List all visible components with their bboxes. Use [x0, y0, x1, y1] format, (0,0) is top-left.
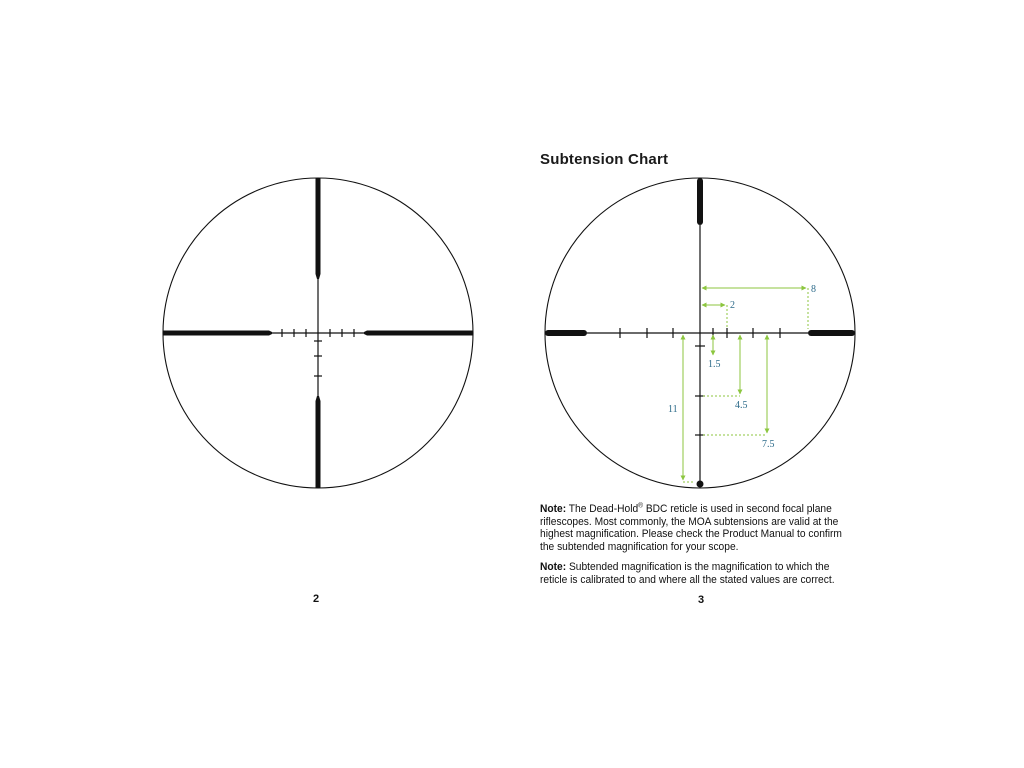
- page-number: 3: [698, 594, 705, 606]
- left-post-taper: [269, 331, 272, 336]
- top-thick-post: [697, 178, 703, 225]
- note-label: Note:: [540, 561, 567, 573]
- right-thick-post: [808, 330, 855, 336]
- right-thick-post: [367, 331, 473, 336]
- top-thick-post: [316, 178, 321, 274]
- page-number: 2: [313, 593, 320, 605]
- reticle-diagram: [158, 173, 478, 493]
- note-second-focal-plane: [540, 503, 847, 553]
- note-text: The Dead-Hold: [566, 503, 639, 515]
- note-subtended-magnification: [540, 561, 847, 586]
- note-label: Note:: [540, 503, 567, 515]
- registered-mark: ®: [638, 502, 643, 510]
- right-page: [512, 0, 1024, 768]
- note-text: Subtended magnification is the magnification to which the reticle is calibrated to and where all the stated values are correct.: [540, 561, 835, 586]
- bottom-post-taper: [316, 396, 321, 401]
- subtension-label-7-5: 7.5: [762, 439, 775, 450]
- subtension-label-11: 11: [668, 404, 678, 415]
- page-title: Subtension Chart: [540, 151, 669, 168]
- subtension-label-4-5: 4.5: [735, 400, 748, 411]
- bottom-thick-post: [316, 401, 321, 488]
- left-thick-post: [163, 331, 269, 336]
- right-post-taper: [364, 331, 367, 336]
- left-thick-post: [545, 330, 587, 336]
- bottom-post-dot: [697, 481, 704, 488]
- subtension-reticle-diagram: [540, 173, 860, 493]
- subtension-label-2: 2: [730, 300, 735, 311]
- subtension-dimensions: [683, 288, 808, 482]
- note-text: BDC reticle is used in second focal plane riflescopes. Most commonly, the MOA subtensions are valid at the highest magnification. Please check the Product Manual to confirm the subtended magnification for your scope.: [540, 503, 842, 553]
- top-post-taper: [316, 274, 321, 279]
- subtension-label-1-5: 1.5: [708, 359, 721, 370]
- subtension-label-8: 8: [811, 284, 816, 295]
